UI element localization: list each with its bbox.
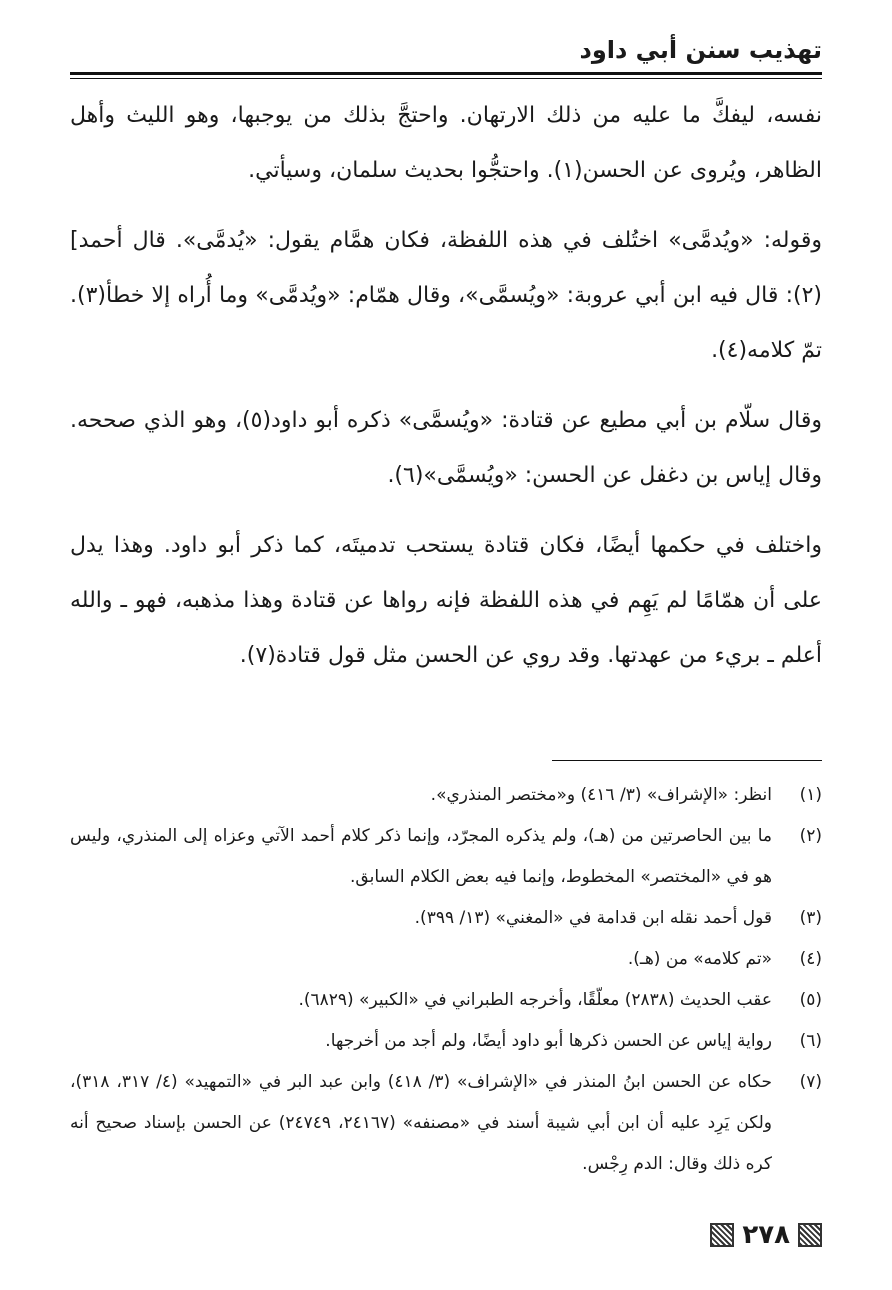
- paragraph: وقال سلّام بن أبي مطيع عن قتادة: «ويُسمَّى» ذكره أبو داود(٥)، وهو الذي صححه. وقال إياس بن دغفل عن الحسن: «ويُسمَّى»(٦).: [70, 408, 822, 488]
- footnote: [70, 939, 822, 980]
- main-text: [70, 88, 822, 683]
- footnote-text: رواية إياس عن الحسن ذكرها أبو داود أيضًا، ولم أجد من أخرجها.: [325, 1031, 772, 1051]
- footnote-number: (٢): [799, 826, 822, 846]
- footnotes: [70, 775, 822, 1185]
- paragraph: وقوله: «ويُدمَّى» اختُلف في هذه اللفظة، فكان همَّام يقول: «يُدمَّى». قال أحمد](٢): قال فيه ابن أبي عروبة: «ويُسمَّى»، وقال همّام: «ويُدمَّى» وما أُراه إلا خطأ(٣). تمّ كلامه(٤).: [70, 228, 822, 363]
- ornament-icon: [710, 1223, 734, 1247]
- paragraph: نفسه، ليفكَّ ما عليه من ذلك الارتهان. واحتجَّ بذلك من يوجبها، وهو الليث وأهل الظاهر، ويُروى عن الحسن(١). واحتجُّوا بحديث سلمان، وسيأتي.: [70, 103, 822, 183]
- footnote-number: (٥): [799, 990, 822, 1010]
- footnote: [70, 775, 822, 816]
- footnote-text: عقب الحديث (٢٨٣٨) معلّقًا، وأخرجه الطبراني في «الكبير» (٦٨٢٩).: [298, 990, 772, 1010]
- page-number-block: [710, 1220, 822, 1250]
- footnote-number: (٣): [799, 908, 822, 928]
- footnote-text: حكاه عن الحسن ابنُ المنذر في «الإشراف» (٣/ ٤١٨) وابن عبد البر في «التمهيد» (٤/ ٣١٧، ٣١٨)، ولكن يَرِد عليه أن ابن أبي شيبة أسند في «مصنفه» (٢٤١٦٧، ٢٤٧٤٩) عن الحسن بإسناد صحيح أنه كره ذلك وقال: الدم رِجْس.: [70, 1072, 773, 1174]
- footnote-text: ما بين الحاصرتين من (هـ)، ولم يذكره المجرّد، وإنما ذكر كلام أحمد الآتي وعزاه إلى المنذري، وليس هو في «المختصر» المخطوط، وإنما فيه بعض الكلام السابق.: [70, 826, 772, 887]
- footnote: [70, 898, 822, 939]
- running-header-title: تهذيب سنن أبي داود: [579, 36, 822, 64]
- footnote-text: «تم كلامه» من (هـ).: [627, 949, 772, 969]
- footnote-number: (٦): [799, 1031, 822, 1051]
- footnote-number: (٧): [799, 1072, 822, 1092]
- ornament-icon: [798, 1223, 822, 1247]
- footnote-text: انظر: «الإشراف» (٣/ ٤١٦) و«مختصر المنذري».: [430, 785, 772, 805]
- footnote-text: قول أحمد نقله ابن قدامة في «المغني» (١٣/ ٣٩٩).: [414, 908, 772, 928]
- footnote: [70, 1021, 822, 1062]
- paragraph: واختلف في حكمها أيضًا، فكان قتادة يستحب تدميتَه، كما ذكر أبو داود. وهذا يدل على أن همّامًا لم يَهِم في هذه اللفظة فإنه رواها عن قتادة وهذا مذهبه، فهو ـ والله أعلم ـ بريء من عهدتها. وقد روي عن الحسن مثل قول قتادة(٧).: [70, 533, 822, 668]
- footnote-number: (١): [799, 785, 822, 805]
- footnote-separator: [552, 760, 822, 761]
- header-rule: [70, 72, 822, 75]
- footnote: [70, 980, 822, 1021]
- page-number: ٢٧٨: [742, 1220, 790, 1250]
- footnote: [70, 1062, 822, 1185]
- footnote-number: (٤): [799, 949, 822, 969]
- footnote: [70, 816, 822, 898]
